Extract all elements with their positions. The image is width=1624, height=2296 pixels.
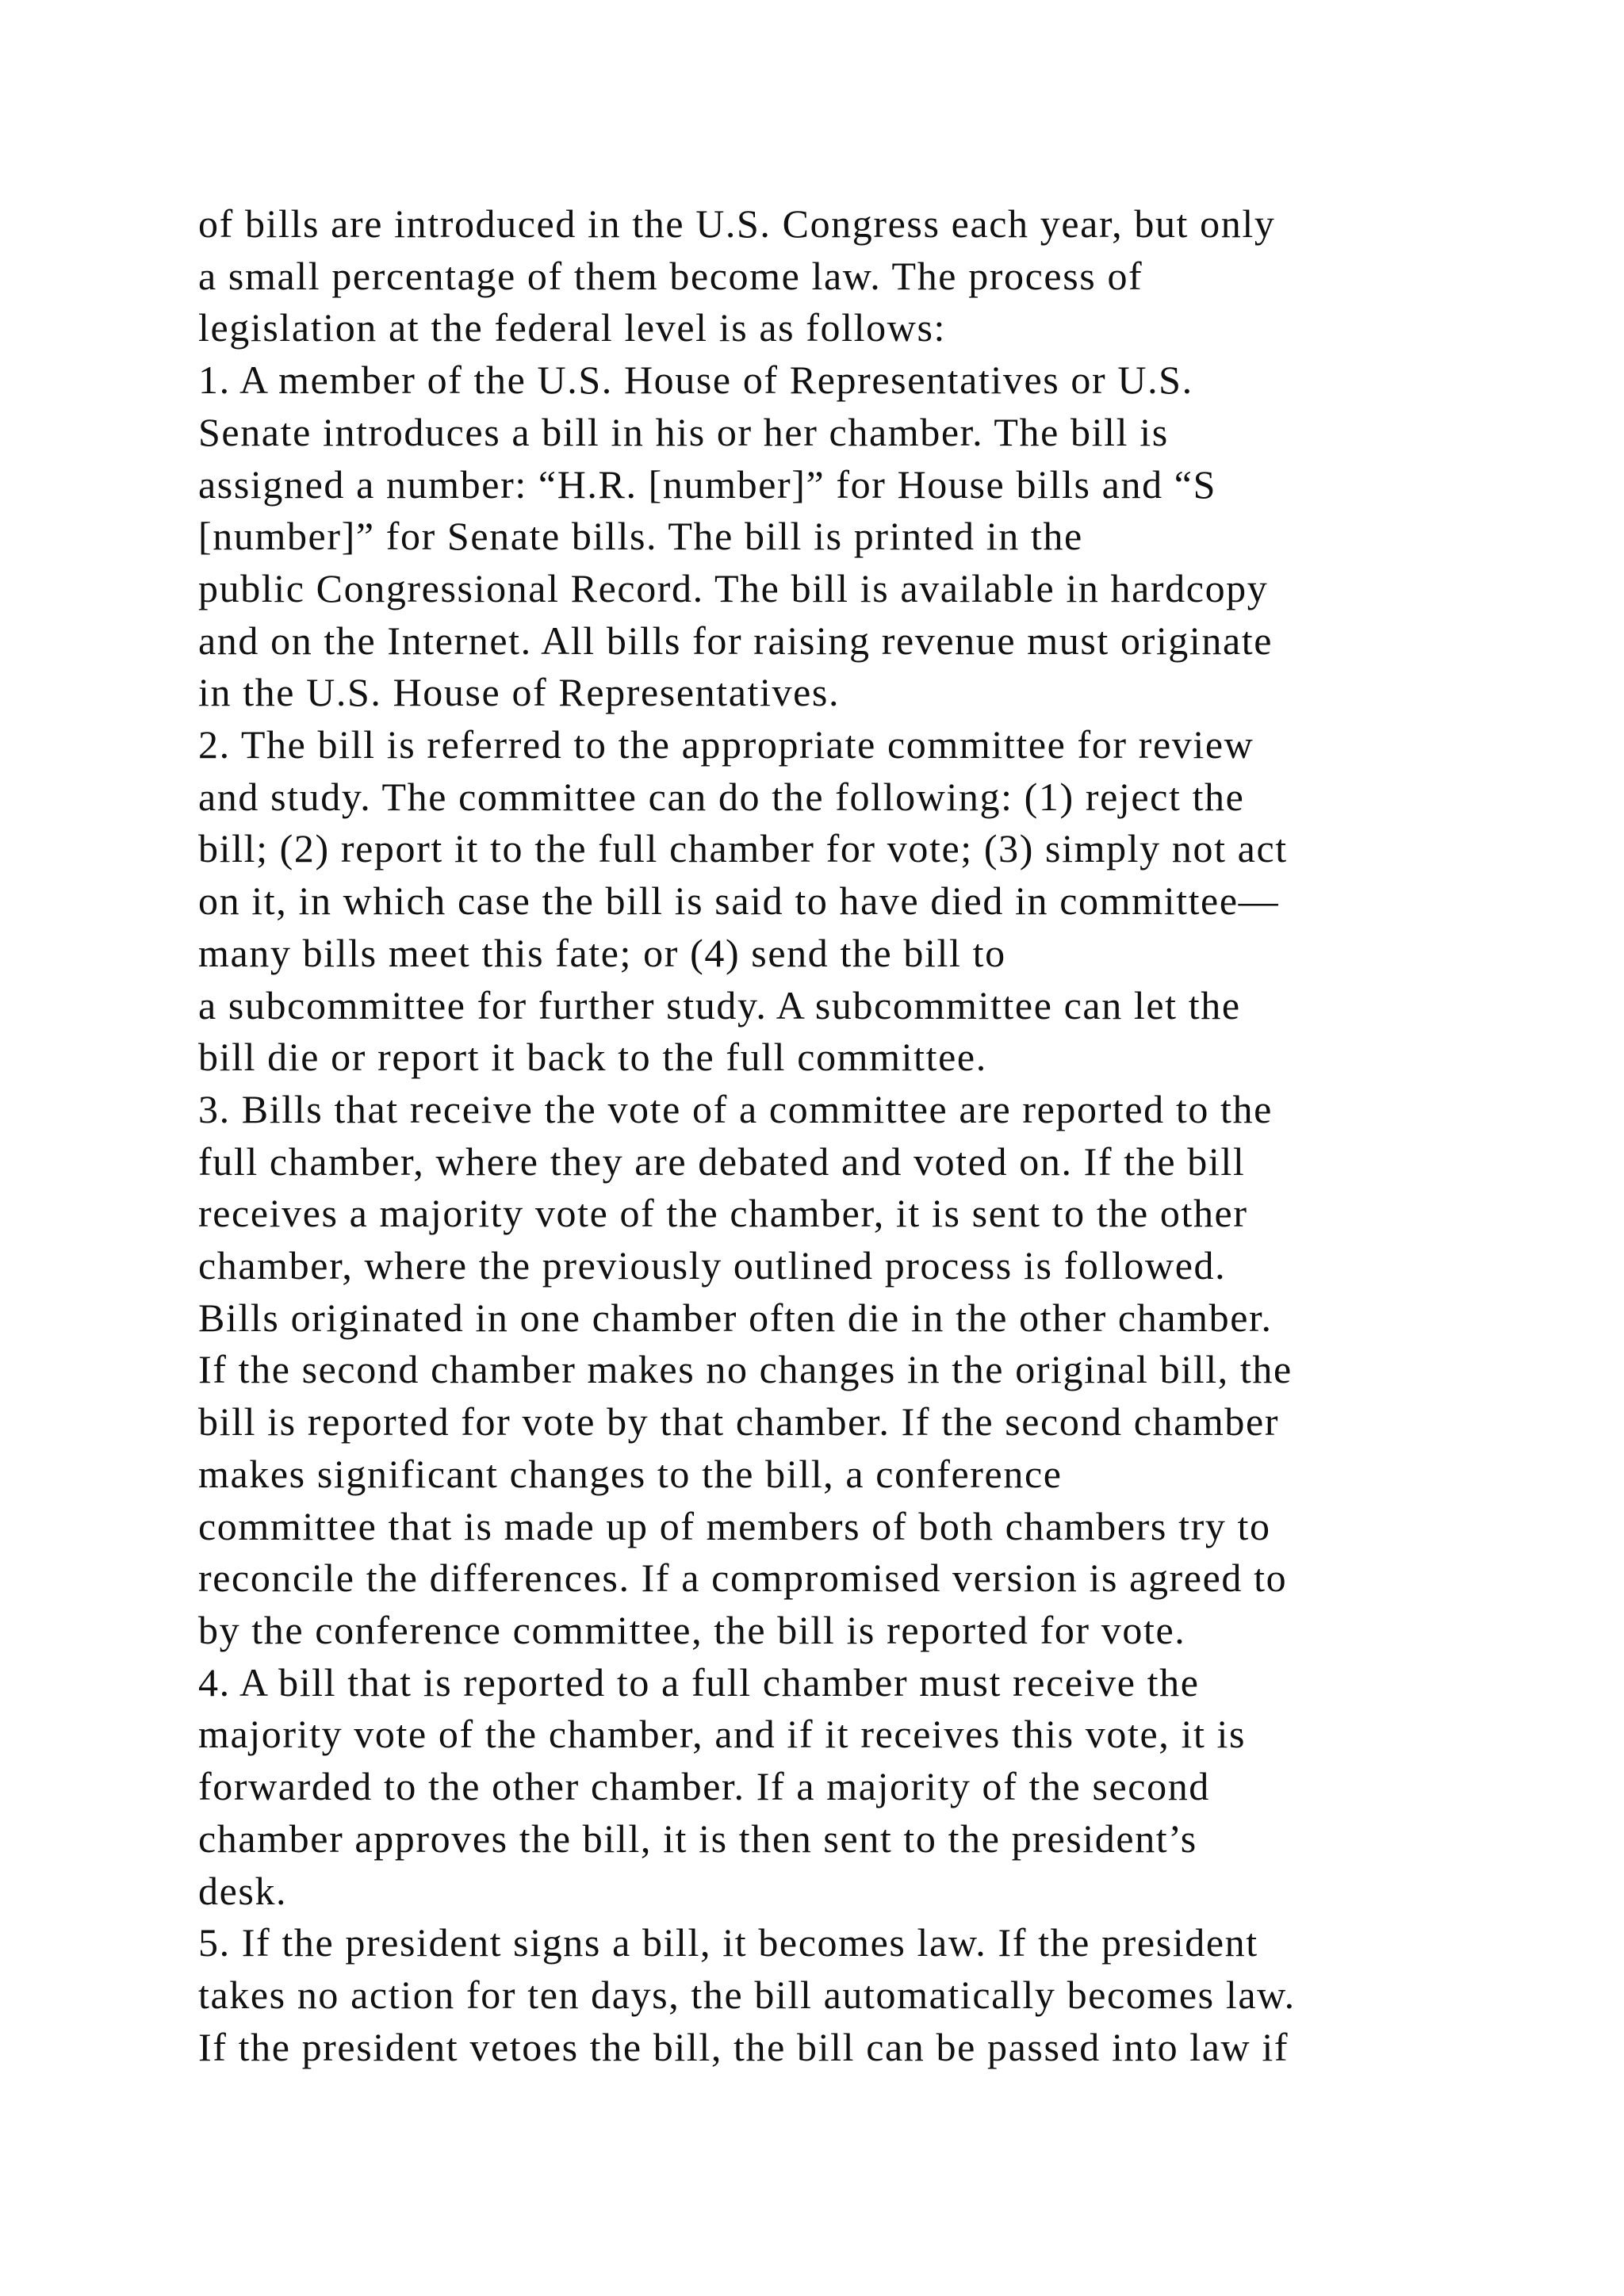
text-line: forwarded to the other chamber. If a majority of the second — [198, 1764, 1210, 1809]
text-line: 2. The bill is referred to the appropriate committee for review — [198, 722, 1254, 767]
text-line: 5. If the president signs a bill, it becomes law. If the president — [198, 1920, 1258, 1965]
text-line: in the U.S. House of Representatives. — [198, 670, 841, 715]
text-line: [number]” for Senate bills. The bill is printed in the — [198, 514, 1083, 559]
text-line: a small percentage of them become law. The process of — [198, 253, 1143, 298]
text-line: 1. A member of the U.S. House of Representatives or U.S. — [198, 358, 1193, 403]
text-line: and study. The committee can do the following: (1) reject the — [198, 774, 1245, 819]
text-line: many bills meet this fate; or (4) send the bill to — [198, 930, 1006, 975]
text-line: assigned a number: “H.R. [number]” for House bills and “S — [198, 461, 1216, 507]
body-text — [198, 198, 1435, 2073]
text-line: Senate introduces a bill in his or her chamber. The bill is — [198, 409, 1169, 454]
text-line: of bills are introduced in the U.S. Congress each year, but only — [198, 201, 1276, 246]
text-line: Bills originated in one chamber often die in the other chamber. — [198, 1295, 1273, 1340]
text-line: takes no action for ten days, the bill automatically becomes law. — [198, 1972, 1296, 2017]
text-line: a subcommittee for further study. A subcommittee can let the — [198, 982, 1241, 1027]
text-line: on it, in which case the bill is said to have died in committee— — [198, 878, 1280, 924]
text-line: by the conference committee, the bill is reported for vote. — [198, 1607, 1186, 1652]
text-line: reconcile the differences. If a compromised version is agreed to — [198, 1556, 1288, 1601]
text-line: receives a majority vote of the chamber, it is sent to the other — [198, 1191, 1248, 1236]
text-line: and on the Internet. All bills for raising revenue must originate — [198, 618, 1274, 663]
text-line: If the second chamber makes no changes in the original bill, the — [198, 1347, 1293, 1392]
text-line: committee that is made up of members of both chambers try to — [198, 1503, 1271, 1548]
text-line: desk. — [198, 1868, 288, 1913]
text-line: makes significant changes to the bill, a conference — [198, 1451, 1063, 1496]
text-line: 3. Bills that receive the vote of a committee are reported to the — [198, 1086, 1273, 1131]
text-line: chamber, where the previously outlined process is followed. — [198, 1243, 1227, 1288]
text-line: chamber approves the bill, it is then sent to the president’s — [198, 1816, 1197, 1861]
text-line: public Congressional Record. The bill is available in hardcopy — [198, 565, 1269, 610]
text-line: 4. A bill that is reported to a full chamber must receive the — [198, 1659, 1200, 1705]
text-line: legislation at the federal level is as follows: — [198, 305, 946, 350]
text-line: If the president vetoes the bill, the bill can be passed into law if — [198, 2024, 1289, 2069]
text-line: full chamber, where they are debated and voted on. If the bill — [198, 1138, 1246, 1184]
text-line: bill; (2) report it to the full chamber for vote; (3) simply not act — [198, 826, 1288, 871]
text-line: bill die or report it back to the full committee. — [198, 1035, 987, 1080]
text-line: bill is reported for vote by that chamber. If the second chamber — [198, 1399, 1280, 1445]
text-line: majority vote of the chamber, and if it receives this vote, it is — [198, 1712, 1247, 1757]
